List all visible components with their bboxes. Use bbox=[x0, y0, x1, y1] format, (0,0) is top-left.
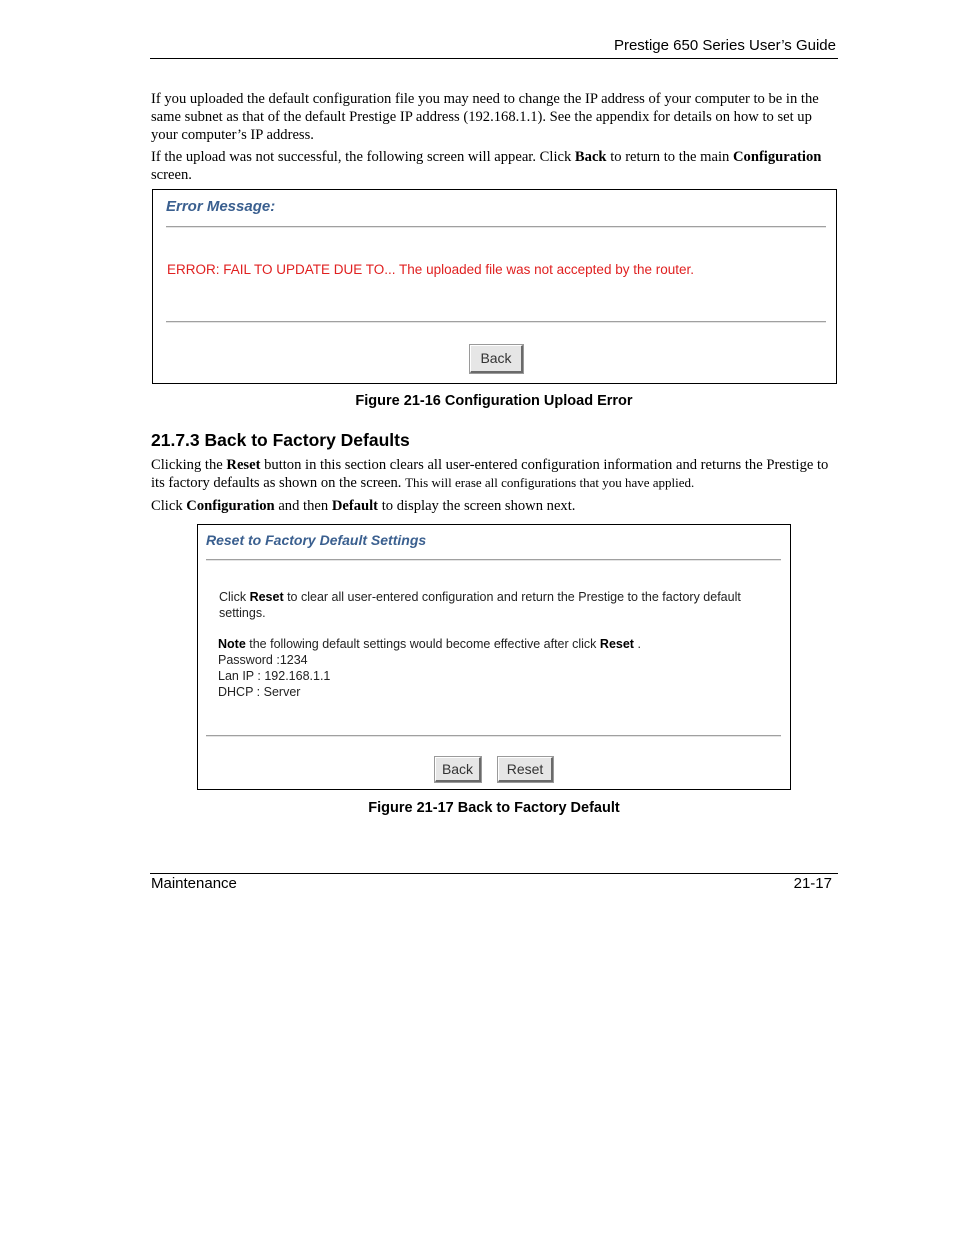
section-paragraph-2 bbox=[151, 497, 841, 515]
divider bbox=[206, 559, 781, 561]
reset-defaults-screenshot bbox=[197, 524, 791, 790]
text-run: . bbox=[633, 637, 641, 651]
bold-term-reset: Reset bbox=[249, 590, 284, 604]
footer-rule bbox=[150, 873, 838, 874]
running-header-title: Prestige 650 Series User’s Guide bbox=[613, 37, 836, 54]
error-message-screenshot bbox=[152, 189, 837, 384]
intro-paragraph-1: If you uploaded the default configuration file you may need to change the IP address of your computer to be in the same subnet as that of the default Prestige IP address (192.168.1.1). See the appendix for details on how to set up your computer’s IP address. bbox=[151, 91, 819, 143]
text-run: Click bbox=[151, 498, 187, 514]
text-run: This will erase all configurations that you have applied. bbox=[405, 475, 695, 490]
figure-caption-upload-error: Figure 21-16 Configuration Upload Error bbox=[355, 393, 633, 409]
text-run: to clear all user-entered configuration and return the Prestige to the factory default settings. bbox=[219, 590, 741, 620]
bold-term-back: Back bbox=[574, 149, 607, 165]
header-rule bbox=[150, 58, 838, 59]
section-paragraph-1 bbox=[151, 456, 841, 492]
text-run: to display the screen shown next. bbox=[378, 498, 576, 514]
footer-chapter: Maintenance bbox=[151, 875, 237, 892]
intro-paragraph-2 bbox=[151, 148, 841, 184]
back-button[interactable]: Back bbox=[470, 345, 523, 373]
text-run: button in this section clears all user-entered configuration information and returns the Prestige to its factory defaults as shown on the screen. bbox=[151, 457, 829, 491]
default-password: Password :1234 bbox=[218, 653, 308, 667]
bold-term-reset: Reset bbox=[226, 457, 261, 473]
divider bbox=[206, 735, 781, 737]
reset-button[interactable]: Reset bbox=[498, 757, 553, 782]
text-run: Clicking the bbox=[151, 457, 227, 473]
text-run: the following default settings would become effective after click bbox=[245, 637, 600, 651]
reset-instructions bbox=[219, 589, 759, 621]
note-label: Note bbox=[218, 637, 246, 651]
bold-term-configuration: Configuration bbox=[186, 498, 275, 514]
reset-note bbox=[218, 636, 778, 652]
divider bbox=[166, 226, 826, 228]
text-run: Click bbox=[219, 590, 250, 604]
bold-term-configuration: Configuration bbox=[733, 149, 822, 165]
text-run: to return to the main bbox=[606, 149, 733, 165]
error-message-title: Error Message: bbox=[166, 198, 276, 215]
text-run: screen. bbox=[151, 167, 192, 183]
text-run: If the upload was not successful, the following screen will appear. Click bbox=[151, 149, 575, 165]
bold-term-reset: Reset bbox=[599, 637, 634, 651]
section-heading: 21.7.3 Back to Factory Defaults bbox=[151, 430, 410, 450]
back-button[interactable]: Back bbox=[435, 757, 481, 782]
text-run: and then bbox=[274, 498, 332, 514]
figure-caption-factory-default: Figure 21-17 Back to Factory Default bbox=[368, 800, 620, 816]
default-lan-ip: Lan IP : 192.168.1.1 bbox=[218, 669, 331, 683]
divider bbox=[166, 321, 826, 323]
error-text: ERROR: FAIL TO UPDATE DUE TO... The uploaded file was not accepted by the router. bbox=[167, 262, 695, 277]
default-dhcp: DHCP : Server bbox=[218, 685, 301, 699]
page-number: 21-17 bbox=[793, 875, 832, 892]
reset-screen-title: Reset to Factory Default Settings bbox=[206, 532, 427, 548]
bold-term-default: Default bbox=[331, 498, 379, 514]
